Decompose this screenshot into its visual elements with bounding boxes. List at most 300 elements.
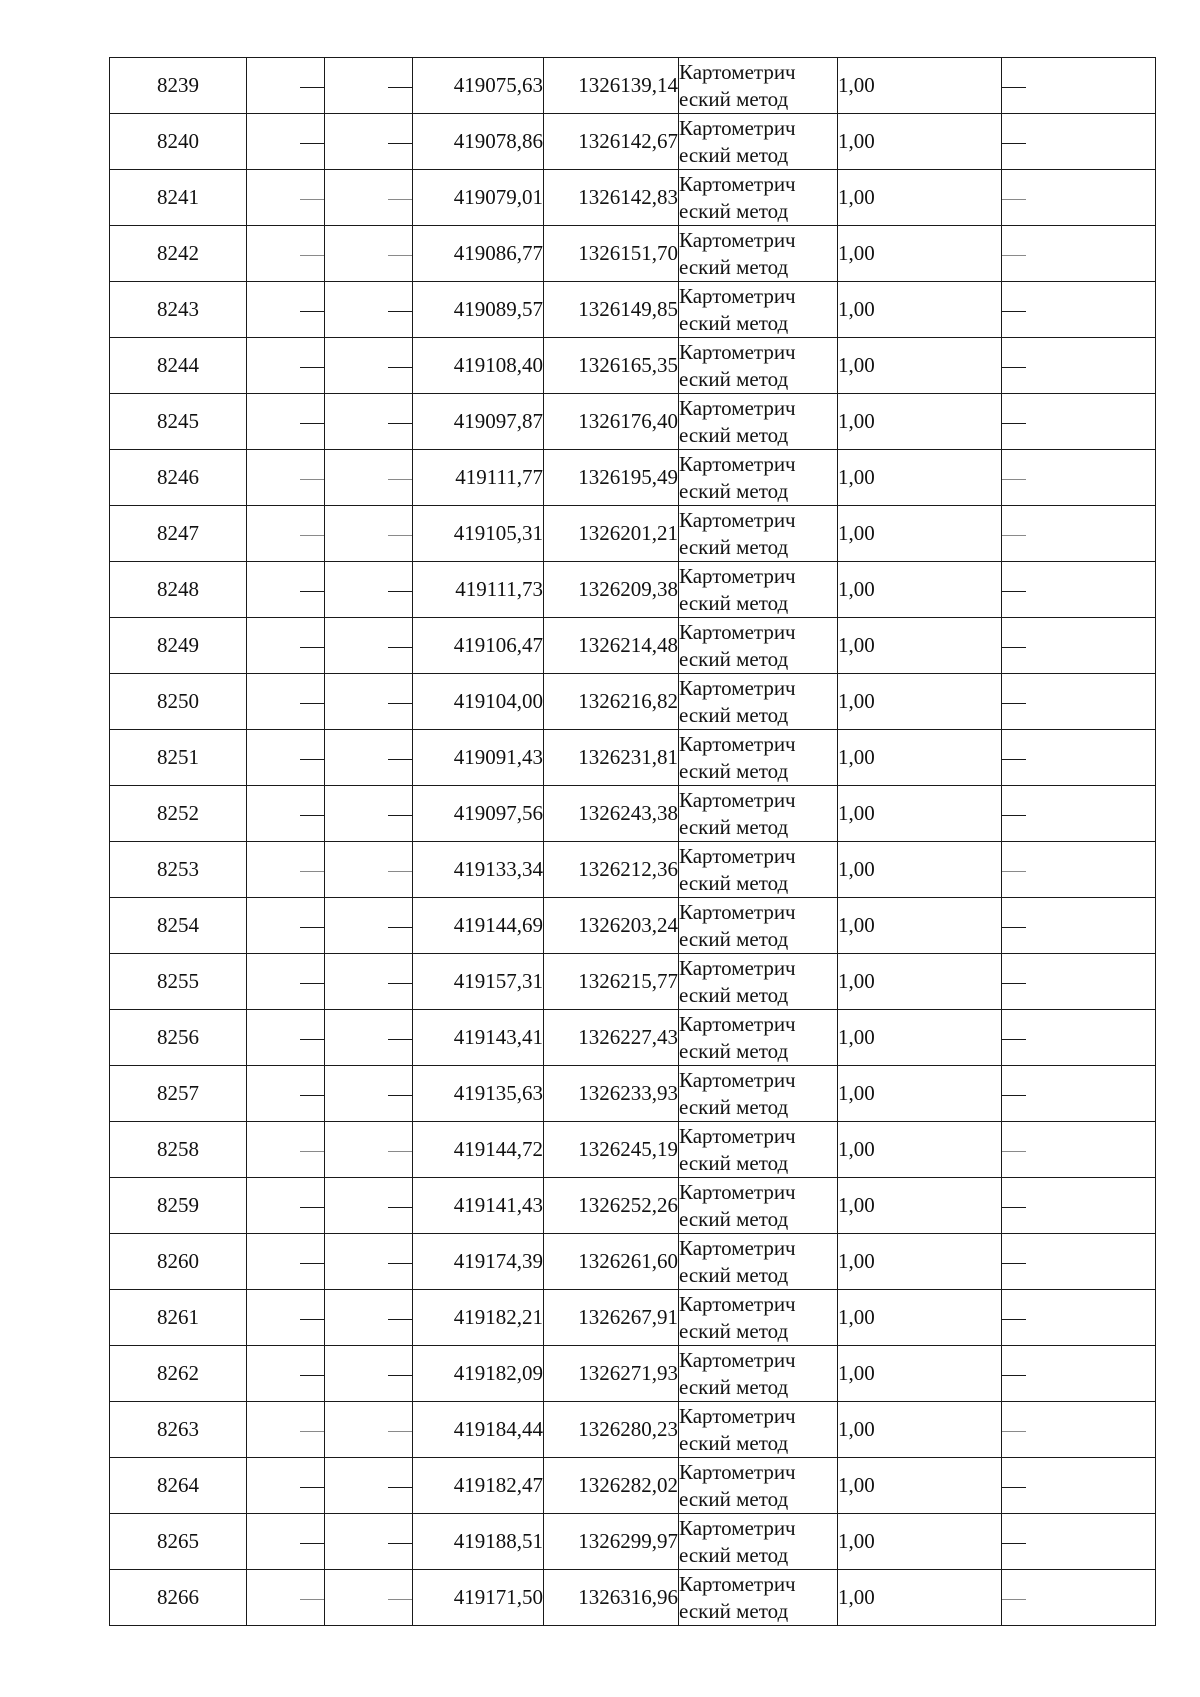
point-number-cell: 8245: [110, 394, 247, 450]
dash-text: [1026, 1528, 1027, 1529]
table-row: [110, 1514, 1156, 1570]
method-cell: [679, 898, 838, 954]
dash-text: [1026, 1024, 1027, 1025]
dash-mark: [300, 1599, 324, 1600]
dash-mark: [1002, 1599, 1026, 1600]
description-cell: [1002, 1234, 1156, 1290]
dash-text: [1026, 128, 1027, 129]
dash-mark: [300, 591, 324, 592]
method-text: Картометрич еский метод: [679, 1011, 796, 1063]
description-cell: [1002, 954, 1156, 1010]
old-x-cell: [247, 898, 325, 954]
table-row: [110, 1570, 1156, 1626]
description-cell: [1002, 1514, 1156, 1570]
method-cell: [679, 730, 838, 786]
x-coordinate-cell: 419157,31: [413, 954, 544, 1010]
accuracy-cell: 1,00: [838, 1066, 1002, 1122]
method-text: Картометрич еский метод: [679, 1291, 796, 1343]
x-coordinate-cell: 419111,73: [413, 562, 544, 618]
old-y-cell: [325, 1514, 413, 1570]
accuracy-cell: 1,00: [838, 674, 1002, 730]
old-y-cell: [325, 170, 413, 226]
point-number-cell: 8258: [110, 1122, 247, 1178]
old-x-cell: [247, 226, 325, 282]
point-number-cell: 8248: [110, 562, 247, 618]
point-number-cell: 8244: [110, 338, 247, 394]
point-number-cell: 8240: [110, 114, 247, 170]
description-cell: [1002, 1178, 1156, 1234]
method-cell: [679, 562, 838, 618]
dash-text: [1026, 800, 1027, 801]
dash-mark: [300, 1487, 324, 1488]
description-cell: [1002, 450, 1156, 506]
dash-mark: [1002, 311, 1026, 312]
dash-mark: [388, 1431, 412, 1432]
table-row: [110, 1066, 1156, 1122]
dash-mark: [300, 1543, 324, 1544]
dash-text: [1026, 352, 1027, 353]
table-row: [110, 1290, 1156, 1346]
y-coordinate-cell: 1326142,83: [544, 170, 679, 226]
dash-mark: [388, 647, 412, 648]
old-x-cell: [247, 170, 325, 226]
dash-mark: [300, 815, 324, 816]
point-number-cell: 8247: [110, 506, 247, 562]
method-cell: [679, 338, 838, 394]
dash-mark: [1002, 87, 1026, 88]
dash-mark: [388, 1151, 412, 1152]
dash-mark: [1002, 647, 1026, 648]
old-y-cell: [325, 618, 413, 674]
y-coordinate-cell: 1326195,49: [544, 450, 679, 506]
old-x-cell: [247, 1234, 325, 1290]
old-x-cell: [247, 1514, 325, 1570]
old-y-cell: [325, 1290, 413, 1346]
dash-mark: [300, 1207, 324, 1208]
x-coordinate-cell: 419078,86: [413, 114, 544, 170]
x-coordinate-cell: 419111,77: [413, 450, 544, 506]
x-coordinate-cell: 419075,63: [413, 58, 544, 114]
old-y-cell: [325, 674, 413, 730]
dash-mark: [1002, 1263, 1026, 1264]
dash-mark: [1002, 143, 1026, 144]
table-row: [110, 338, 1156, 394]
old-y-cell: [325, 730, 413, 786]
point-number-cell: 8260: [110, 1234, 247, 1290]
table-row: [110, 1122, 1156, 1178]
y-coordinate-cell: 1326214,48: [544, 618, 679, 674]
table-row: [110, 170, 1156, 226]
point-number-cell: 8266: [110, 1570, 247, 1626]
dash-text: [1026, 856, 1027, 857]
method-text: Картометрич еский метод: [679, 507, 796, 559]
dash-mark: [1002, 1375, 1026, 1376]
old-x-cell: [247, 1066, 325, 1122]
point-number-cell: 8265: [110, 1514, 247, 1570]
x-coordinate-cell: 419104,00: [413, 674, 544, 730]
dash-mark: [1002, 1319, 1026, 1320]
dash-text: [1026, 576, 1027, 577]
accuracy-cell: 1,00: [838, 562, 1002, 618]
dash-text: [1026, 1584, 1027, 1585]
accuracy-cell: 1,00: [838, 1570, 1002, 1626]
point-number-cell: 8264: [110, 1458, 247, 1514]
method-text: Картометрич еский метод: [679, 59, 796, 111]
dash-mark: [300, 703, 324, 704]
old-x-cell: [247, 338, 325, 394]
x-coordinate-cell: 419174,39: [413, 1234, 544, 1290]
x-coordinate-cell: 419108,40: [413, 338, 544, 394]
old-y-cell: [325, 450, 413, 506]
old-y-cell: [325, 114, 413, 170]
dash-mark: [388, 1375, 412, 1376]
old-x-cell: [247, 1346, 325, 1402]
dash-text: [1026, 296, 1027, 297]
description-cell: [1002, 674, 1156, 730]
dash-mark: [388, 1319, 412, 1320]
dash-text: [1026, 1136, 1027, 1137]
description-cell: [1002, 170, 1156, 226]
dash-mark: [388, 927, 412, 928]
point-number-cell: 8262: [110, 1346, 247, 1402]
dash-text: [1026, 72, 1027, 73]
x-coordinate-cell: 419184,44: [413, 1402, 544, 1458]
dash-text: [1026, 408, 1027, 409]
y-coordinate-cell: 1326261,60: [544, 1234, 679, 1290]
dash-mark: [1002, 1431, 1026, 1432]
accuracy-cell: 1,00: [838, 226, 1002, 282]
dash-mark: [1002, 1543, 1026, 1544]
x-coordinate-cell: 419182,09: [413, 1346, 544, 1402]
table-row: [110, 506, 1156, 562]
y-coordinate-cell: 1326212,36: [544, 842, 679, 898]
dash-text: [1026, 184, 1027, 185]
table-row: [110, 282, 1156, 338]
method-cell: [679, 1010, 838, 1066]
method-cell: [679, 1066, 838, 1122]
point-number-cell: 8253: [110, 842, 247, 898]
old-y-cell: [325, 954, 413, 1010]
old-y-cell: [325, 842, 413, 898]
old-x-cell: [247, 674, 325, 730]
accuracy-cell: 1,00: [838, 282, 1002, 338]
point-number-cell: 8251: [110, 730, 247, 786]
dash-text: [1026, 688, 1027, 689]
old-y-cell: [325, 506, 413, 562]
dash-mark: [300, 983, 324, 984]
old-x-cell: [247, 1570, 325, 1626]
method-cell: [679, 618, 838, 674]
y-coordinate-cell: 1326252,26: [544, 1178, 679, 1234]
method-text: Картометрич еский метод: [679, 1515, 796, 1567]
dash-mark: [300, 255, 324, 256]
y-coordinate-cell: 1326233,93: [544, 1066, 679, 1122]
description-cell: [1002, 898, 1156, 954]
point-number-cell: 8257: [110, 1066, 247, 1122]
x-coordinate-cell: 419106,47: [413, 618, 544, 674]
dash-text: [1026, 1360, 1027, 1361]
description-cell: [1002, 786, 1156, 842]
method-text: Картометрич еский метод: [679, 563, 796, 615]
old-x-cell: [247, 1402, 325, 1458]
x-coordinate-cell: 419089,57: [413, 282, 544, 338]
old-x-cell: [247, 842, 325, 898]
dash-mark: [388, 479, 412, 480]
dash-mark: [388, 1095, 412, 1096]
dash-mark: [1002, 1487, 1026, 1488]
method-text: Картометрич еский метод: [679, 171, 796, 223]
y-coordinate-cell: 1326151,70: [544, 226, 679, 282]
old-y-cell: [325, 1570, 413, 1626]
method-cell: [679, 1458, 838, 1514]
dash-text: [1026, 632, 1027, 633]
y-coordinate-cell: 1326271,93: [544, 1346, 679, 1402]
table-row: [110, 1458, 1156, 1514]
old-y-cell: [325, 562, 413, 618]
point-number-cell: 8254: [110, 898, 247, 954]
description-cell: [1002, 282, 1156, 338]
x-coordinate-cell: 419133,34: [413, 842, 544, 898]
description-cell: [1002, 842, 1156, 898]
old-y-cell: [325, 1458, 413, 1514]
table-row: [110, 954, 1156, 1010]
dash-mark: [1002, 1039, 1026, 1040]
point-number-cell: 8239: [110, 58, 247, 114]
dash-mark: [300, 759, 324, 760]
description-cell: [1002, 730, 1156, 786]
y-coordinate-cell: 1326149,85: [544, 282, 679, 338]
accuracy-cell: 1,00: [838, 842, 1002, 898]
accuracy-cell: 1,00: [838, 1010, 1002, 1066]
x-coordinate-cell: 419097,87: [413, 394, 544, 450]
table-row: [110, 842, 1156, 898]
point-number-cell: 8243: [110, 282, 247, 338]
old-x-cell: [247, 506, 325, 562]
dash-mark: [300, 927, 324, 928]
old-y-cell: [325, 58, 413, 114]
accuracy-cell: 1,00: [838, 1402, 1002, 1458]
description-cell: [1002, 394, 1156, 450]
dash-text: [1026, 968, 1027, 969]
y-coordinate-cell: 1326215,77: [544, 954, 679, 1010]
x-coordinate-cell: 419091,43: [413, 730, 544, 786]
accuracy-cell: 1,00: [838, 338, 1002, 394]
dash-mark: [1002, 703, 1026, 704]
point-number-cell: 8246: [110, 450, 247, 506]
old-x-cell: [247, 1122, 325, 1178]
accuracy-cell: 1,00: [838, 394, 1002, 450]
dash-mark: [1002, 255, 1026, 256]
description-cell: [1002, 226, 1156, 282]
dash-mark: [300, 535, 324, 536]
x-coordinate-cell: 419105,31: [413, 506, 544, 562]
dash-mark: [300, 1095, 324, 1096]
old-x-cell: [247, 114, 325, 170]
point-number-cell: 8241: [110, 170, 247, 226]
method-text: Картометрич еский метод: [679, 787, 796, 839]
accuracy-cell: 1,00: [838, 1290, 1002, 1346]
point-number-cell: 8255: [110, 954, 247, 1010]
dash-mark: [388, 535, 412, 536]
method-cell: [679, 1514, 838, 1570]
dash-mark: [300, 1319, 324, 1320]
method-text: Картометрич еский метод: [679, 619, 796, 671]
old-y-cell: [325, 226, 413, 282]
coordinates-table: [109, 57, 1156, 1626]
old-x-cell: [247, 394, 325, 450]
old-y-cell: [325, 898, 413, 954]
y-coordinate-cell: 1326142,67: [544, 114, 679, 170]
accuracy-cell: 1,00: [838, 618, 1002, 674]
dash-text: [1026, 1416, 1027, 1417]
y-coordinate-cell: 1326203,24: [544, 898, 679, 954]
y-coordinate-cell: 1326209,38: [544, 562, 679, 618]
old-x-cell: [247, 1178, 325, 1234]
dash-mark: [388, 1263, 412, 1264]
y-coordinate-cell: 1326280,23: [544, 1402, 679, 1458]
dash-text: [1026, 1472, 1027, 1473]
point-number-cell: 8263: [110, 1402, 247, 1458]
y-coordinate-cell: 1326201,21: [544, 506, 679, 562]
table-row: [110, 1402, 1156, 1458]
dash-mark: [388, 871, 412, 872]
dash-mark: [300, 1263, 324, 1264]
old-x-cell: [247, 954, 325, 1010]
method-cell: [679, 1234, 838, 1290]
x-coordinate-cell: 419141,43: [413, 1178, 544, 1234]
old-x-cell: [247, 1010, 325, 1066]
dash-mark: [388, 1039, 412, 1040]
dash-mark: [388, 1543, 412, 1544]
dash-mark: [300, 1039, 324, 1040]
dash-mark: [1002, 367, 1026, 368]
dash-mark: [388, 591, 412, 592]
description-cell: [1002, 1290, 1156, 1346]
dash-mark: [388, 199, 412, 200]
table-row: [110, 730, 1156, 786]
accuracy-cell: 1,00: [838, 1122, 1002, 1178]
description-cell: [1002, 1122, 1156, 1178]
old-x-cell: [247, 450, 325, 506]
old-x-cell: [247, 730, 325, 786]
point-number-cell: 8256: [110, 1010, 247, 1066]
method-cell: [679, 1346, 838, 1402]
method-text: Картометрич еский метод: [679, 227, 796, 279]
y-coordinate-cell: 1326139,14: [544, 58, 679, 114]
x-coordinate-cell: 419144,72: [413, 1122, 544, 1178]
x-coordinate-cell: 419135,63: [413, 1066, 544, 1122]
dash-mark: [300, 647, 324, 648]
method-cell: [679, 226, 838, 282]
dash-mark: [1002, 535, 1026, 536]
table-row: [110, 618, 1156, 674]
accuracy-cell: 1,00: [838, 1234, 1002, 1290]
x-coordinate-cell: 419171,50: [413, 1570, 544, 1626]
old-y-cell: [325, 394, 413, 450]
x-coordinate-cell: 419086,77: [413, 226, 544, 282]
accuracy-cell: 1,00: [838, 730, 1002, 786]
dash-text: [1026, 1248, 1027, 1249]
old-x-cell: [247, 58, 325, 114]
method-text: Картометрич еский метод: [679, 731, 796, 783]
old-y-cell: [325, 282, 413, 338]
accuracy-cell: 1,00: [838, 58, 1002, 114]
dash-mark: [300, 1151, 324, 1152]
y-coordinate-cell: 1326176,40: [544, 394, 679, 450]
method-text: Картометрич еский метод: [679, 395, 796, 447]
dash-mark: [388, 423, 412, 424]
table-row: [110, 898, 1156, 954]
dash-mark: [388, 143, 412, 144]
method-cell: [679, 450, 838, 506]
dash-text: [1026, 1192, 1027, 1193]
accuracy-cell: 1,00: [838, 1178, 1002, 1234]
dash-mark: [300, 1431, 324, 1432]
point-number-cell: 8242: [110, 226, 247, 282]
dash-text: [1026, 520, 1027, 521]
dash-mark: [1002, 479, 1026, 480]
method-cell: [679, 1122, 838, 1178]
x-coordinate-cell: 419182,47: [413, 1458, 544, 1514]
method-cell: [679, 1570, 838, 1626]
dash-mark: [1002, 815, 1026, 816]
table-row: [110, 562, 1156, 618]
dash-text: [1026, 1304, 1027, 1305]
table-body: [110, 58, 1156, 1626]
method-cell: [679, 674, 838, 730]
dash-text: [1026, 1080, 1027, 1081]
dash-mark: [1002, 983, 1026, 984]
x-coordinate-cell: 419144,69: [413, 898, 544, 954]
dash-mark: [1002, 199, 1026, 200]
dash-mark: [300, 871, 324, 872]
method-text: Картометрич еский метод: [679, 1347, 796, 1399]
description-cell: [1002, 1570, 1156, 1626]
accuracy-cell: 1,00: [838, 1514, 1002, 1570]
old-x-cell: [247, 562, 325, 618]
accuracy-cell: 1,00: [838, 786, 1002, 842]
dash-mark: [1002, 1207, 1026, 1208]
dash-mark: [1002, 591, 1026, 592]
method-text: Картометрич еский метод: [679, 1179, 796, 1231]
x-coordinate-cell: 419188,51: [413, 1514, 544, 1570]
description-cell: [1002, 1066, 1156, 1122]
dash-text: [1026, 912, 1027, 913]
y-coordinate-cell: 1326267,91: [544, 1290, 679, 1346]
accuracy-cell: 1,00: [838, 954, 1002, 1010]
accuracy-cell: 1,00: [838, 1458, 1002, 1514]
old-x-cell: [247, 618, 325, 674]
x-coordinate-cell: 419079,01: [413, 170, 544, 226]
method-cell: [679, 1290, 838, 1346]
dash-mark: [388, 759, 412, 760]
point-number-cell: 8250: [110, 674, 247, 730]
dash-mark: [300, 479, 324, 480]
dash-mark: [300, 423, 324, 424]
y-coordinate-cell: 1326316,96: [544, 1570, 679, 1626]
dash-mark: [388, 87, 412, 88]
method-text: Картометрич еский метод: [679, 451, 796, 503]
dash-mark: [300, 87, 324, 88]
method-cell: [679, 954, 838, 1010]
table-row: [110, 114, 1156, 170]
point-number-cell: 8252: [110, 786, 247, 842]
dash-mark: [388, 1599, 412, 1600]
old-x-cell: [247, 786, 325, 842]
old-x-cell: [247, 282, 325, 338]
description-cell: [1002, 338, 1156, 394]
method-text: Картометрич еский метод: [679, 1235, 796, 1287]
